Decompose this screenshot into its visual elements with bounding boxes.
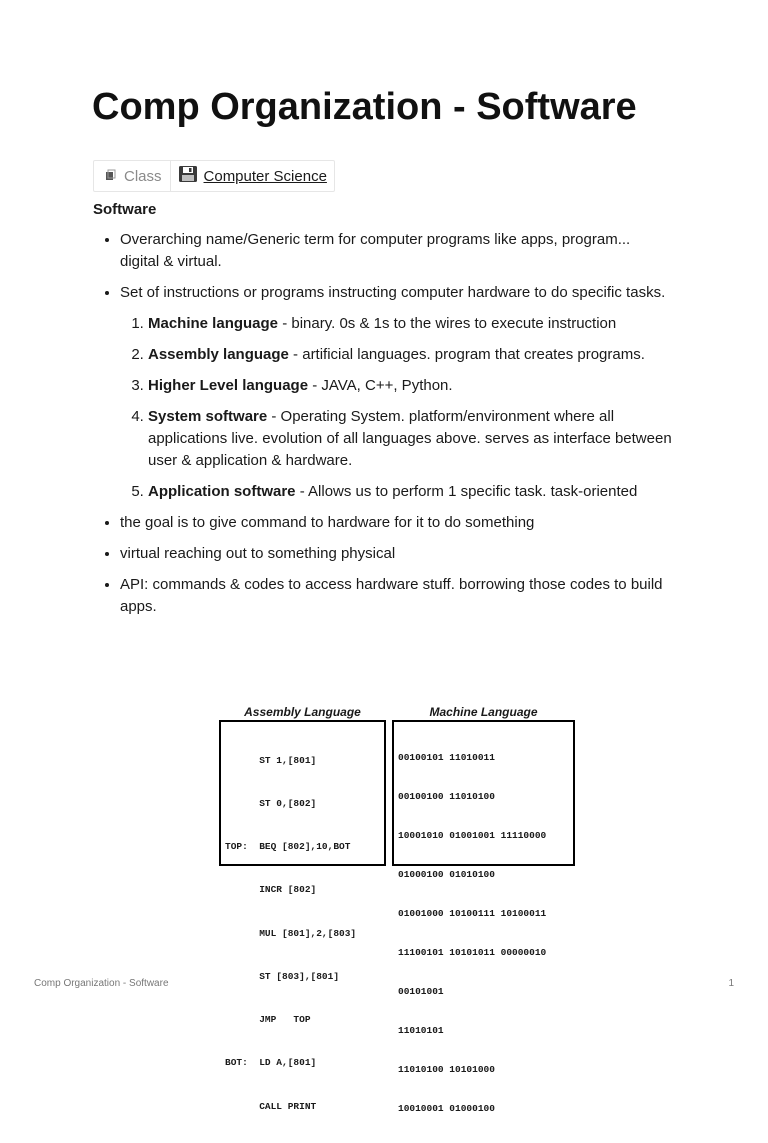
footer-doc-title: Comp Organization - Software — [34, 978, 169, 989]
code-line: ST 0,[802] — [225, 798, 317, 810]
assembly-column — [219, 704, 386, 1112]
code-line: 00100100 11010100 — [398, 791, 495, 802]
term: Machine language — [148, 315, 279, 332]
term: System software — [148, 408, 268, 425]
code-line: 11010101 — [398, 1025, 444, 1036]
stack-icon — [104, 168, 116, 185]
code-line: 11010100 10101000 — [398, 1064, 495, 1075]
term-description: - Operating System. platform/environment where all applications live. evolution of all languages above. serves as interface between user & application & hardware. — [148, 408, 672, 469]
code-line: 00100101 11010011 — [398, 752, 495, 763]
code-line: INCR [802] — [225, 884, 317, 896]
term-description: - binary. 0s & 1s to the wires to execute instruction — [278, 315, 617, 332]
content-body — [93, 229, 673, 627]
list-item-text: Set of instructions or programs instructing computer hardware to do specific tasks. — [120, 284, 666, 301]
term: Higher Level language — [148, 377, 309, 394]
list-item: • virtual reaching out to something physical — [120, 543, 673, 565]
term-description: - artificial languages. program that creates programs. — [288, 346, 645, 363]
machine-column — [392, 704, 575, 1114]
numbered-item — [148, 375, 673, 397]
property-row — [93, 160, 335, 192]
code-line: ST 1,[801] — [225, 754, 317, 766]
code-line: ST [803],[801] — [225, 970, 340, 982]
term-description: - JAVA, C++, Python. — [308, 377, 453, 394]
section-heading: Software — [93, 201, 157, 218]
numbered-item — [148, 313, 673, 335]
term-description: - Allows us to perform 1 specific task. task-oriented — [295, 483, 638, 500]
assembly-title: Assembly Language — [244, 705, 361, 719]
code-line: CALL PRINT — [225, 1100, 317, 1112]
code-line: 11100101 10101011 00000010 — [398, 947, 547, 958]
machine-title: Machine Language — [429, 705, 538, 719]
numbered-item — [148, 406, 673, 472]
code-line: MUL [801],2,[803] — [225, 927, 357, 939]
bullet-list-top — [93, 229, 673, 618]
floppy-disk-icon — [178, 165, 198, 187]
machine-code-box — [392, 720, 575, 1114]
code-line: BOT: LD A,[801] — [225, 1057, 317, 1069]
code-line: 00101001 — [398, 986, 444, 997]
code-line: TOP: BEQ [802],10,BOT — [225, 841, 351, 853]
property-key — [94, 161, 171, 191]
code-line: 10010001 01000100 — [398, 1103, 495, 1114]
list-item: • Overarching name/Generic term for computer programs like apps, program... digital & virtual. — [120, 229, 673, 273]
numbered-list — [120, 313, 673, 503]
list-item — [120, 282, 673, 503]
code-line: 10001010 01001001 11110000 — [398, 830, 547, 841]
assembly-code-box — [219, 720, 386, 1112]
numbered-item — [148, 344, 673, 366]
page-title: Comp Organization - Software — [92, 86, 637, 128]
code-line: 01000100 01010100 — [398, 869, 495, 880]
term: Application software — [148, 483, 296, 500]
property-value[interactable] — [171, 161, 334, 191]
list-item: • the goal is to give command to hardware for it to do something — [120, 512, 673, 534]
footer-page-number: 1 — [728, 978, 734, 989]
code-comparison-figure — [219, 704, 575, 1114]
code-line: 01001000 10100111 10100011 — [398, 908, 547, 919]
list-item: • API: commands & codes to access hardware stuff. borrowing those codes to build apps. — [120, 574, 673, 618]
property-value-link[interactable]: Computer Science — [203, 167, 327, 185]
numbered-item — [148, 481, 673, 503]
term: Assembly language — [148, 346, 289, 363]
code-line: JMP TOP — [225, 1014, 311, 1026]
property-key-label: Class — [124, 167, 162, 185]
